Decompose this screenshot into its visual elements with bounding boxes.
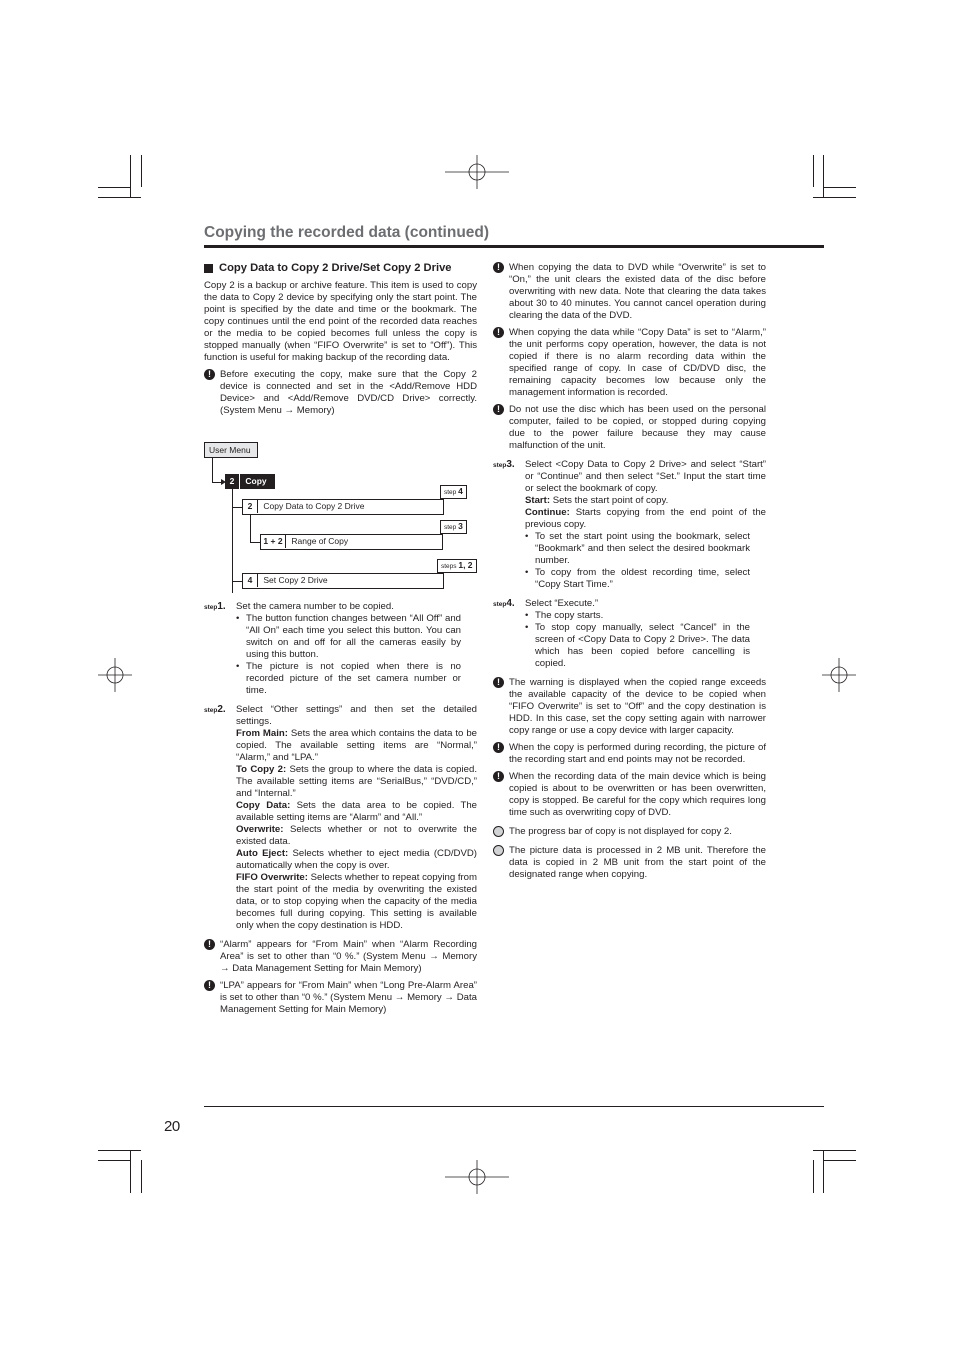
copy-menu-header	[225, 474, 275, 489]
hint-text: The picture data is processed in 2 MB unit. Therefore the data is copied in 2 MB unit from the start point of the designated range when copying.	[509, 845, 766, 880]
definition-term: FIFO Overwrite:	[236, 872, 308, 883]
exclamation-icon: !	[493, 742, 504, 753]
note-text: When copying the data to DVD while “Overwrite” is set to “On,” the unit clears the existed data of the disc before overwriting with new data. Note that clearing the data takes about 30 to 40 minutes. You cannot cancel operation during clearing the data of the DVD.	[509, 262, 766, 321]
crop-mark	[98, 197, 141, 198]
crop-mark	[813, 197, 856, 198]
menu-row-label: Range of Copy	[291, 536, 349, 546]
bullet-item: • To stop copy manually, select “Cancel” in the screen of <Copy Data to Copy 2 Drive>. The data which has been copied before cancelling is copied.	[525, 622, 750, 670]
registration-mark-icon	[445, 155, 509, 189]
section-heading-text: Copy Data to Copy 2 Drive/Set Copy 2 Drive	[219, 262, 452, 274]
step-label	[493, 459, 515, 472]
step-2	[204, 704, 477, 932]
diagram-connector	[232, 507, 242, 508]
step-title: Select “Execute.”	[525, 598, 599, 609]
right-column	[493, 262, 766, 881]
crop-mark	[141, 155, 142, 187]
note-alarm	[204, 939, 477, 975]
note-lpa	[204, 980, 477, 1016]
note-text: “Alarm” appears for “From Main” when “Alarm Recording Area” is set to other than “0 %.” (System Menu → Memory → Data Management Setting for Main Memory)	[220, 939, 477, 974]
menu-row-label: Copy Data to Copy 2 Drive	[263, 501, 365, 511]
note-disc-usage	[493, 404, 766, 452]
diagram-connector	[232, 581, 242, 582]
crop-mark	[98, 1160, 130, 1161]
note-text: Do not use the disc which has been used on the personal computer, failed to be copied, or stopped during copying due to the power failure because they may cause malfunction of the unit.	[509, 404, 766, 451]
step-badge-number: 4	[458, 486, 463, 496]
step-bullets	[236, 613, 477, 697]
exclamation-icon: !	[204, 980, 215, 991]
exclamation-icon: !	[493, 327, 504, 338]
crop-mark	[98, 187, 130, 188]
memo-icon	[493, 826, 504, 837]
crop-mark	[813, 1150, 856, 1151]
note-text: Before executing the copy, make sure that the Copy 2 device is connected and set in the <Add/Remove HDD Device> and <Add/Remove DVD/CD Drive> correctly. (System Menu → Memory)	[220, 369, 477, 416]
step-prefix: step	[204, 604, 218, 611]
menu-row-range-of-copy	[260, 534, 443, 550]
memo-icon	[493, 845, 504, 856]
note-text: “LPA” appears for “From Main” when “Long Pre-Alarm Area” is set to other than “0 %.” (System Menu → Memory → Data Management Setting for Main Memory)	[220, 980, 477, 1015]
step-title: Set the camera number to be copied.	[236, 601, 394, 612]
page-number: 20	[164, 1118, 180, 1135]
crop-mark	[813, 1160, 814, 1193]
definition-term: Auto Eject:	[236, 848, 289, 859]
step-title: Select “Other settings” and then set the detailed settings.	[236, 704, 477, 727]
exclamation-icon: !	[204, 939, 215, 950]
section-heading	[204, 262, 477, 274]
step-prefix: step	[204, 707, 218, 714]
step-3	[493, 459, 766, 591]
definition-item	[236, 824, 477, 848]
note-text: When the recording data of the main device which is being copied is about to be overwritten or has been overwritten, copy is stopped. Be careful for the copy which requires long time such as overwriting copy of DVD.	[509, 771, 766, 818]
definition-term: Copy Data:	[236, 800, 291, 811]
definition-term: From Main:	[236, 728, 288, 739]
crop-mark	[824, 187, 856, 188]
step-number: 2.	[217, 704, 226, 715]
note-before-copy	[204, 369, 477, 417]
crop-mark	[141, 1160, 142, 1193]
exclamation-icon: !	[493, 771, 504, 782]
step-badge-prefix: steps	[441, 563, 457, 570]
menu-diagram	[204, 442, 480, 594]
step-badge-prefix: step	[444, 489, 457, 496]
exclamation-icon: !	[493, 404, 504, 415]
step-label	[204, 704, 226, 717]
crop-mark	[823, 155, 824, 197]
copy-menu-label: Copy	[245, 476, 267, 486]
menu-row-number: 1 + 2	[261, 535, 286, 548]
step-number: 1.	[217, 601, 226, 612]
definition-item	[236, 872, 477, 932]
menu-row-number: 4	[243, 574, 258, 587]
step-1	[204, 601, 477, 697]
hint-progress-bar	[493, 826, 766, 838]
diagram-connector	[212, 458, 213, 483]
step-bullets	[525, 610, 766, 670]
crop-mark	[823, 1150, 824, 1193]
step-title: Select <Copy Data to Copy 2 Drive> and select “Start” or “Continue” and then select “Set.” Input the start time or select the bookmark of copy.	[525, 459, 766, 494]
definition-text: Selects whether to repeat copying from the start point of the media by overwriting the existed data, or to stop copying when the capacity of the media becomes full during copying. This setting is available only when the copy destination is HDD.	[236, 872, 478, 931]
step-badge-number: 1, 2	[458, 560, 473, 570]
bullet-item: • To copy from the oldest recording time, select “Copy Start Time.”	[525, 567, 750, 591]
exclamation-icon: !	[493, 677, 504, 688]
footer-rule	[204, 1106, 824, 1107]
crop-mark	[130, 155, 131, 197]
bullet-item: • To set the start point using the bookmark, select “Bookmark” and then select the desired bookmark number.	[525, 531, 750, 567]
definition-term: To Copy 2:	[236, 764, 287, 775]
step-number: 4.	[506, 598, 515, 609]
registration-mark-icon	[445, 1160, 509, 1194]
definition-item	[525, 495, 766, 507]
step-badge	[437, 559, 477, 573]
user-menu-label: User Menu	[209, 445, 251, 455]
definition-text: Sets the area which contains the data to be copied. The available setting items are “Normal,” “Alarm,” and “LPA.”	[236, 728, 477, 763]
step-badge-number: 3	[458, 521, 463, 531]
step-bullets	[525, 531, 766, 591]
title-rule	[204, 245, 824, 248]
crop-mark	[130, 1150, 131, 1193]
definition-text: Selects whether or not to overwrite the existed data.	[236, 824, 477, 847]
step-number: 3.	[506, 459, 515, 470]
menu-row-number: 2	[243, 500, 258, 513]
step-prefix: step	[493, 462, 507, 469]
page-title: Copying the recorded data (continued)	[204, 224, 490, 241]
step-label	[493, 598, 515, 611]
bullet-item: • The copy starts.	[525, 610, 750, 622]
menu-row-set-copy-2-drive	[242, 573, 444, 589]
note-during-recording	[493, 742, 766, 766]
step-4	[493, 598, 766, 670]
note-dvd-overwrite	[493, 262, 766, 322]
note-capacity-warning	[493, 677, 766, 737]
menu-row-copy-data	[242, 499, 444, 515]
note-overwritten	[493, 771, 766, 819]
step-label	[204, 601, 226, 614]
copy-menu-number: 2	[225, 474, 240, 489]
diagram-connector	[232, 489, 233, 593]
definition-term: Start:	[525, 495, 551, 506]
step-badge	[440, 485, 467, 499]
bullet-item: • The picture is not copied when there is no recorded picture of the set camera number or time.	[236, 661, 461, 697]
registration-mark-icon	[822, 658, 856, 692]
definition-term: Overwrite:	[236, 824, 284, 835]
definition-text: Sets the data area to be copied. The available setting items are “Alarm” and “All.”	[236, 800, 478, 823]
step-prefix: step	[493, 601, 507, 608]
hint-text: The progress bar of copy is not displayed for copy 2.	[509, 826, 732, 837]
bullet-item: • The button function changes between “All Off” and “All On” each time you select this button. You can switch on and off for all the cameras easily by using this button.	[236, 613, 461, 661]
registration-mark-icon	[98, 658, 132, 692]
step-badge-prefix: step	[444, 524, 457, 531]
definition-item	[236, 728, 477, 764]
left-column-top	[204, 262, 477, 417]
definition-item	[236, 848, 477, 872]
hint-2mb-unit	[493, 845, 766, 881]
definition-text: Selects whether to eject media (CD/DVD) automatically when the copy is over.	[236, 848, 478, 871]
definition-text: Sets the group to where the data is copied. The available setting items are “SerialBus,” “DVD/CD,” and “Internal.”	[236, 764, 477, 799]
menu-row-label: Set Copy 2 Drive	[263, 575, 328, 585]
definition-item	[525, 507, 766, 531]
definition-text: Starts copying from the end point of the previous copy.	[525, 507, 766, 530]
crop-mark	[813, 155, 814, 187]
crop-mark	[98, 1150, 141, 1151]
definition-term: Continue:	[525, 507, 570, 518]
crop-mark	[824, 1160, 856, 1161]
definition-item	[236, 764, 477, 800]
left-column-steps	[204, 594, 477, 1016]
diagram-connector	[250, 515, 251, 543]
note-text: The warning is displayed when the copied range exceeds the available capacity of the device to be copied when “FIFO Overwrite” is set to “Off” and the copy destination is HDD. In this case, set the copy setting again with narrower copy range or use a copy device with larger capacity.	[509, 677, 766, 736]
note-copy-alarm	[493, 327, 766, 399]
definition-item	[236, 800, 477, 824]
square-bullet-icon	[204, 264, 213, 273]
exclamation-icon: !	[204, 369, 215, 380]
step-badge	[440, 520, 467, 534]
intro-paragraph: Copy 2 is a backup or archive feature. This item is used to copy the data to Copy 2 device by specifying only the start point. The point is specified by the date and time or the bookmark. The copy continues until the end point of the recorded data reaches or the media to be copied becomes full unless the copy is stopped manually (when “FIFO Overwrite” is set to “Off”). This function is useful for making backup of the recording data.	[204, 280, 477, 363]
definition-text: Sets the start point of copy.	[550, 495, 669, 506]
note-text: When copying the data while “Copy Data” is set to “Alarm,” the unit performs copy operation, however, the data is not copied if there is no alarm recording data within the specified range of copy. In case of CD/DVD disc, the remaining capacity becomes low because only the management information is recorded.	[509, 327, 766, 398]
diagram-connector	[250, 542, 260, 543]
user-menu-box	[204, 442, 258, 458]
note-text: When the copy is performed during recording, the picture of the recording start and end points may not be recorded.	[509, 742, 766, 765]
exclamation-icon: !	[493, 262, 504, 273]
